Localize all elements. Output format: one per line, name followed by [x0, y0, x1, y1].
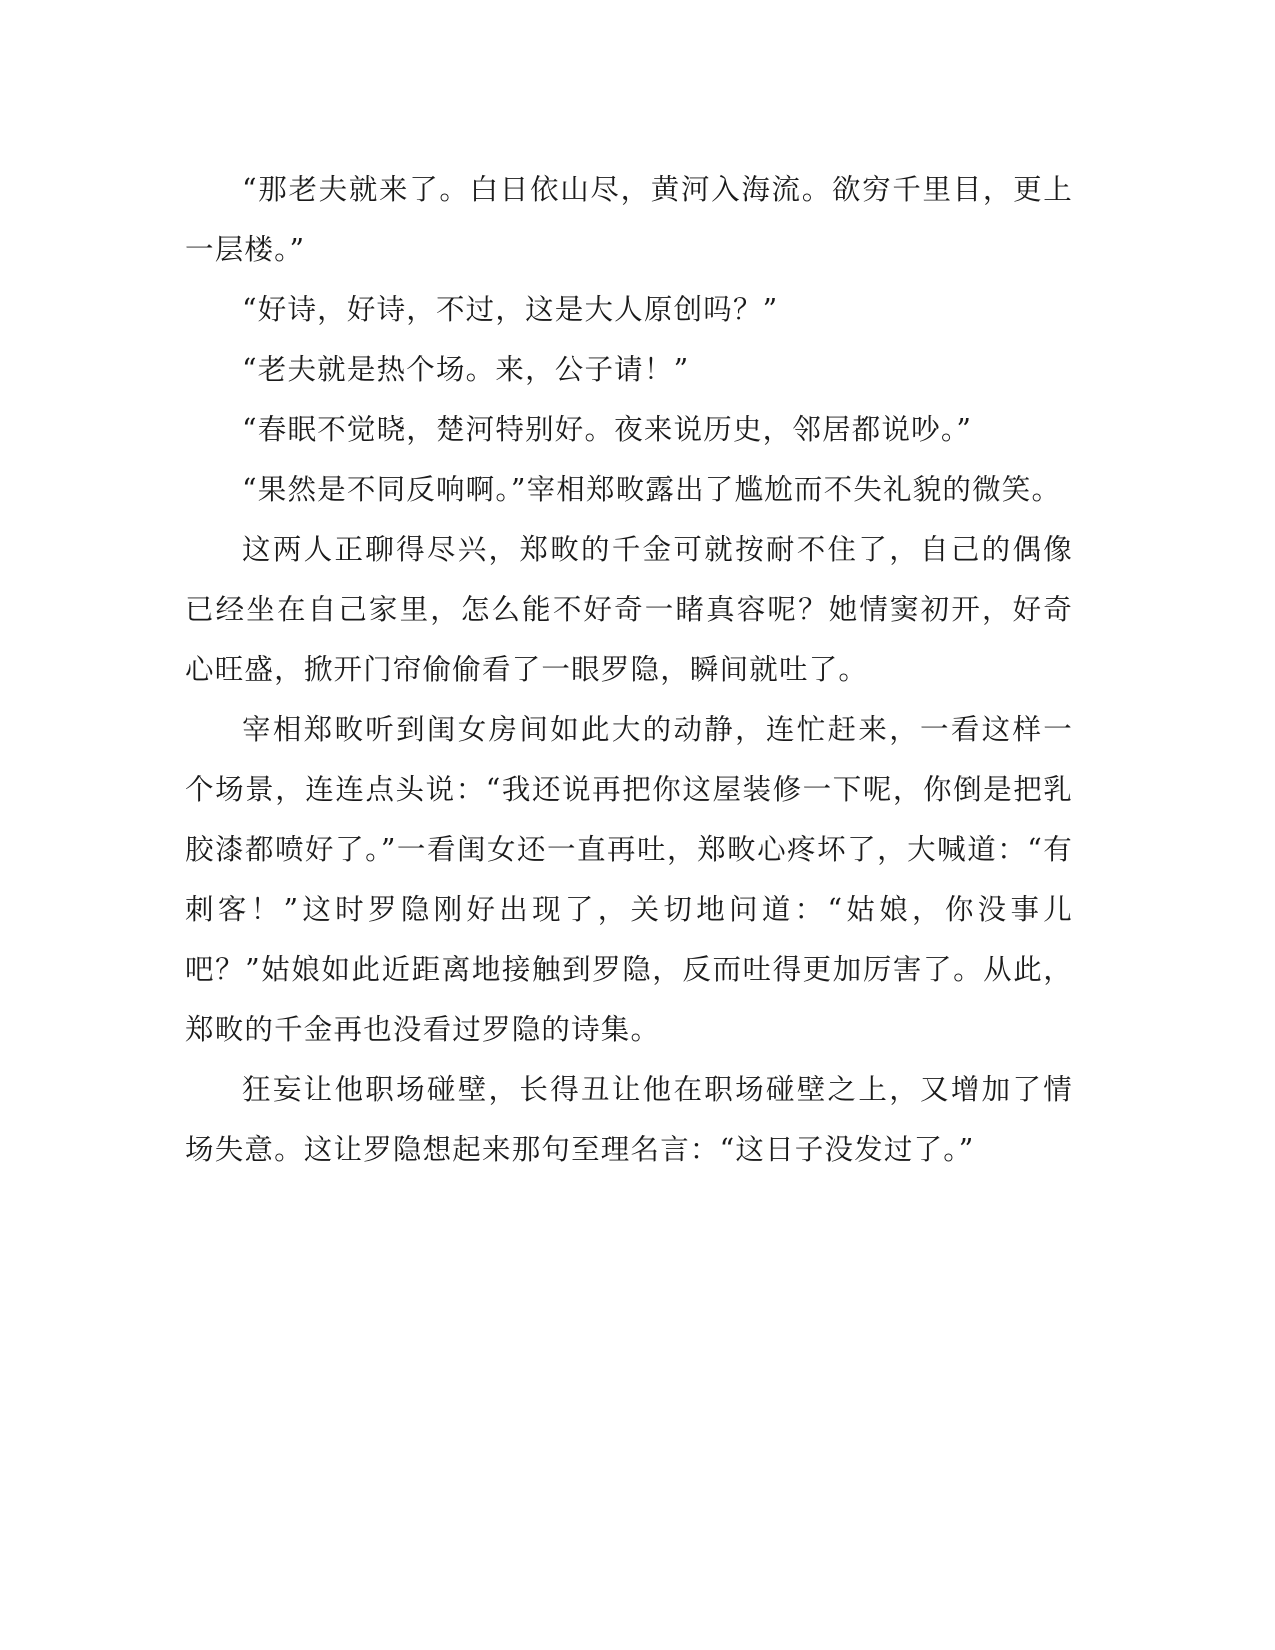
paragraph-6: 这两人正聊得尽兴，郑畋的千金可就按耐不住了，自己的偶像已经坐在自己家里，怎么能不好奇一睹真容呢？她情窦初开，好奇心旺盛，掀开门帘偷偷看了一眼罗隐，瞬间就吐了。 — [185, 533, 1073, 686]
paragraph-4: “春眠不觉晓，楚河特别好。夜来说历史，邻居都说吵。” — [242, 413, 973, 446]
paragraph-3: “老夫就是热个场。来，公子请！” — [242, 353, 690, 386]
paragraph-5: “果然是不同反响啊。”宰相郑畋露出了尴尬而不失礼貌的微笑。 — [242, 473, 1062, 506]
paragraph-1: “那老夫就来了。白日依山尽，黄河入海流。欲穷千里目，更上一层楼。” — [185, 173, 1073, 266]
paragraph-2: “好诗，好诗，不过，这是大人原创吗？” — [242, 293, 779, 326]
paragraph-8: 狂妄让他职场碰壁，长得丑让他在职场碰壁之上，又增加了情场失意。这让罗隐想起来那句至理名言：“这日子没发过了。” — [185, 1073, 1073, 1166]
document-body — [185, 160, 1073, 1180]
paragraph-7: 宰相郑畋听到闺女房间如此大的动静，连忙赶来，一看这样一个场景，连连点头说：“我还说再把你这屋装修一下呢，你倒是把乳胶漆都喷好了。”一看闺女还一直再吐，郑畋心疼坏了，大喊道：“有刺客！”这时罗隐刚好出现了，关切地问道：“姑娘，你没事儿吧？”姑娘如此近距离地接触到罗隐，反而吐得更加厉害了。从此，郑畋的千金再也没看过罗隐的诗集。 — [185, 713, 1073, 1046]
